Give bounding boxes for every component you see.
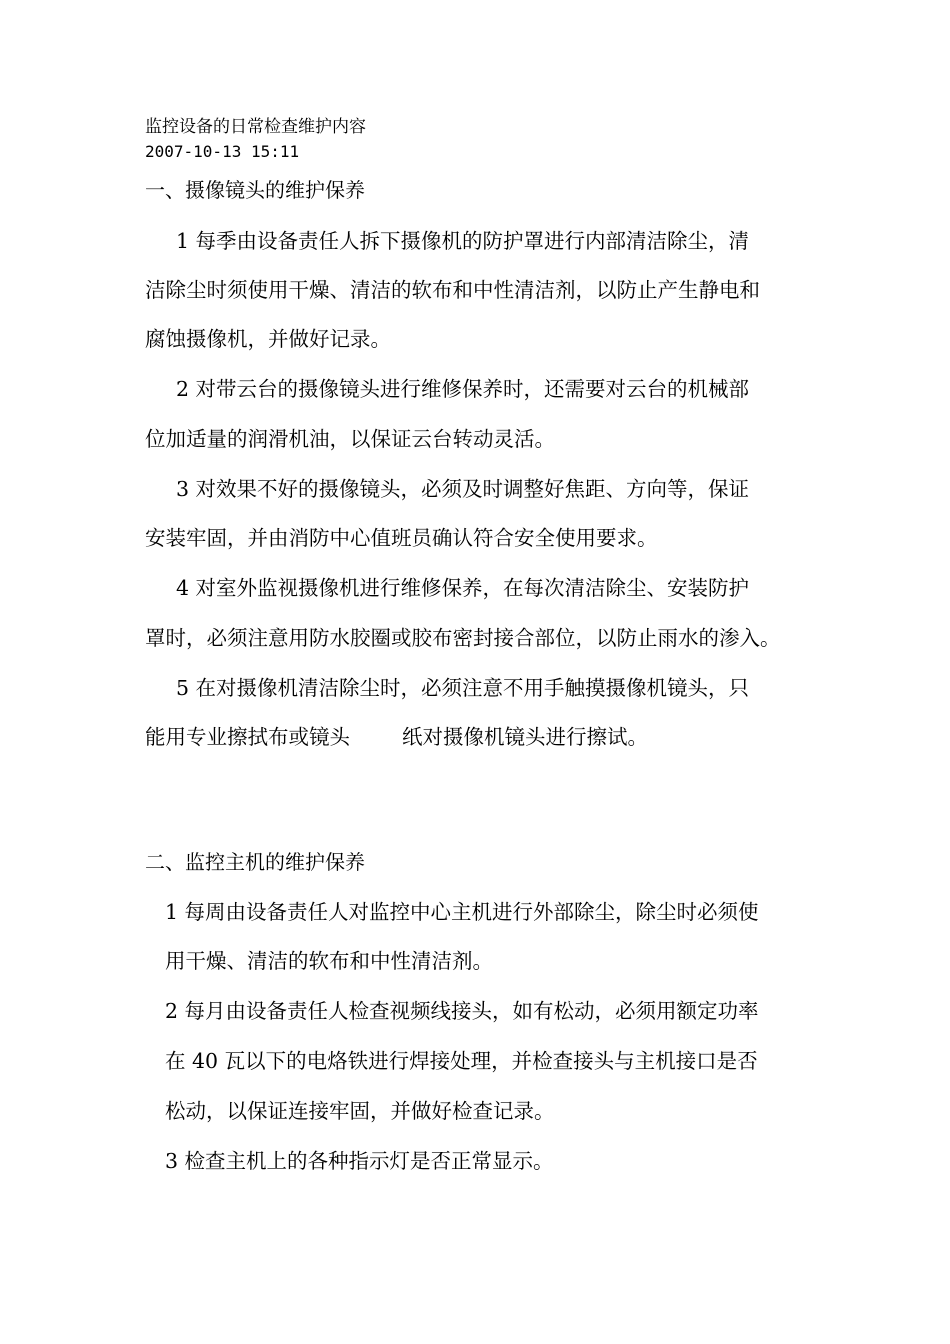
document-date: 2007-10-13 15:11 [145,142,300,161]
document-title: 监控设备的日常检查维护内容 [145,117,366,137]
paragraph-line: 在 40 瓦以下的电烙铁进行焊接处理，并检查接头与主机接口是否 [165,1049,758,1073]
paragraph-line: 洁除尘时须使用干燥、清洁的软布和中性清洁剂，以防止产生静电和 [145,278,760,302]
paragraph-line: 1 每季由设备责任人拆下摄像机的防护罩进行内部清洁除尘，清 [176,229,750,253]
paragraph-line: 腐蚀摄像机，并做好记录。 [145,327,391,351]
section-heading-host: 二、监控主机的维护保养 [145,850,365,874]
paragraph-line: 用干燥、清洁的软布和中性清洁剂。 [165,949,493,973]
paragraph-line: 4 对室外监视摄像机进行维修保养，在每次清洁除尘、安装防护 [176,576,750,600]
paragraph-line: 松动，以保证连接牢固，并做好检查记录。 [165,1099,555,1123]
paragraph-line: 罩时，必须注意用防水胶圈或胶布密封接合部位，以防止雨水的渗入。 [145,626,781,650]
paragraph-line [145,723,648,751]
paragraph-line: 安装牢固，并由消防中心值班员确认符合安全使用要求。 [145,526,658,550]
paragraph-line-part: 能用专业擦拭布或镜头 [145,725,350,749]
paragraph-line: 1 每周由设备责任人对监控中心主机进行外部除尘，除尘时必须使 [165,900,759,924]
paragraph-line: 位加适量的润滑机油，以保证云台转动灵活。 [145,427,555,451]
paragraph-line: 3 检查主机上的各种指示灯是否正常显示。 [165,1149,554,1173]
paragraph-line-part: 纸对摄像机镜头进行擦试。 [402,725,648,749]
paragraph-line: 2 每月由设备责任人检查视频线接头，如有松动，必须用额定功率 [165,999,759,1023]
paragraph-line: 3 对效果不好的摄像镜头，必须及时调整好焦距、方向等，保证 [176,477,750,501]
section-heading-camera: 一、摄像镜头的维护保养 [145,178,365,202]
paragraph-line: 5 在对摄像机清洁除尘时，必须注意不用手触摸摄像机镜头，只 [176,676,750,700]
paragraph-line: 2 对带云台的摄像镜头进行维修保养时，还需要对云台的机械部 [176,377,750,401]
